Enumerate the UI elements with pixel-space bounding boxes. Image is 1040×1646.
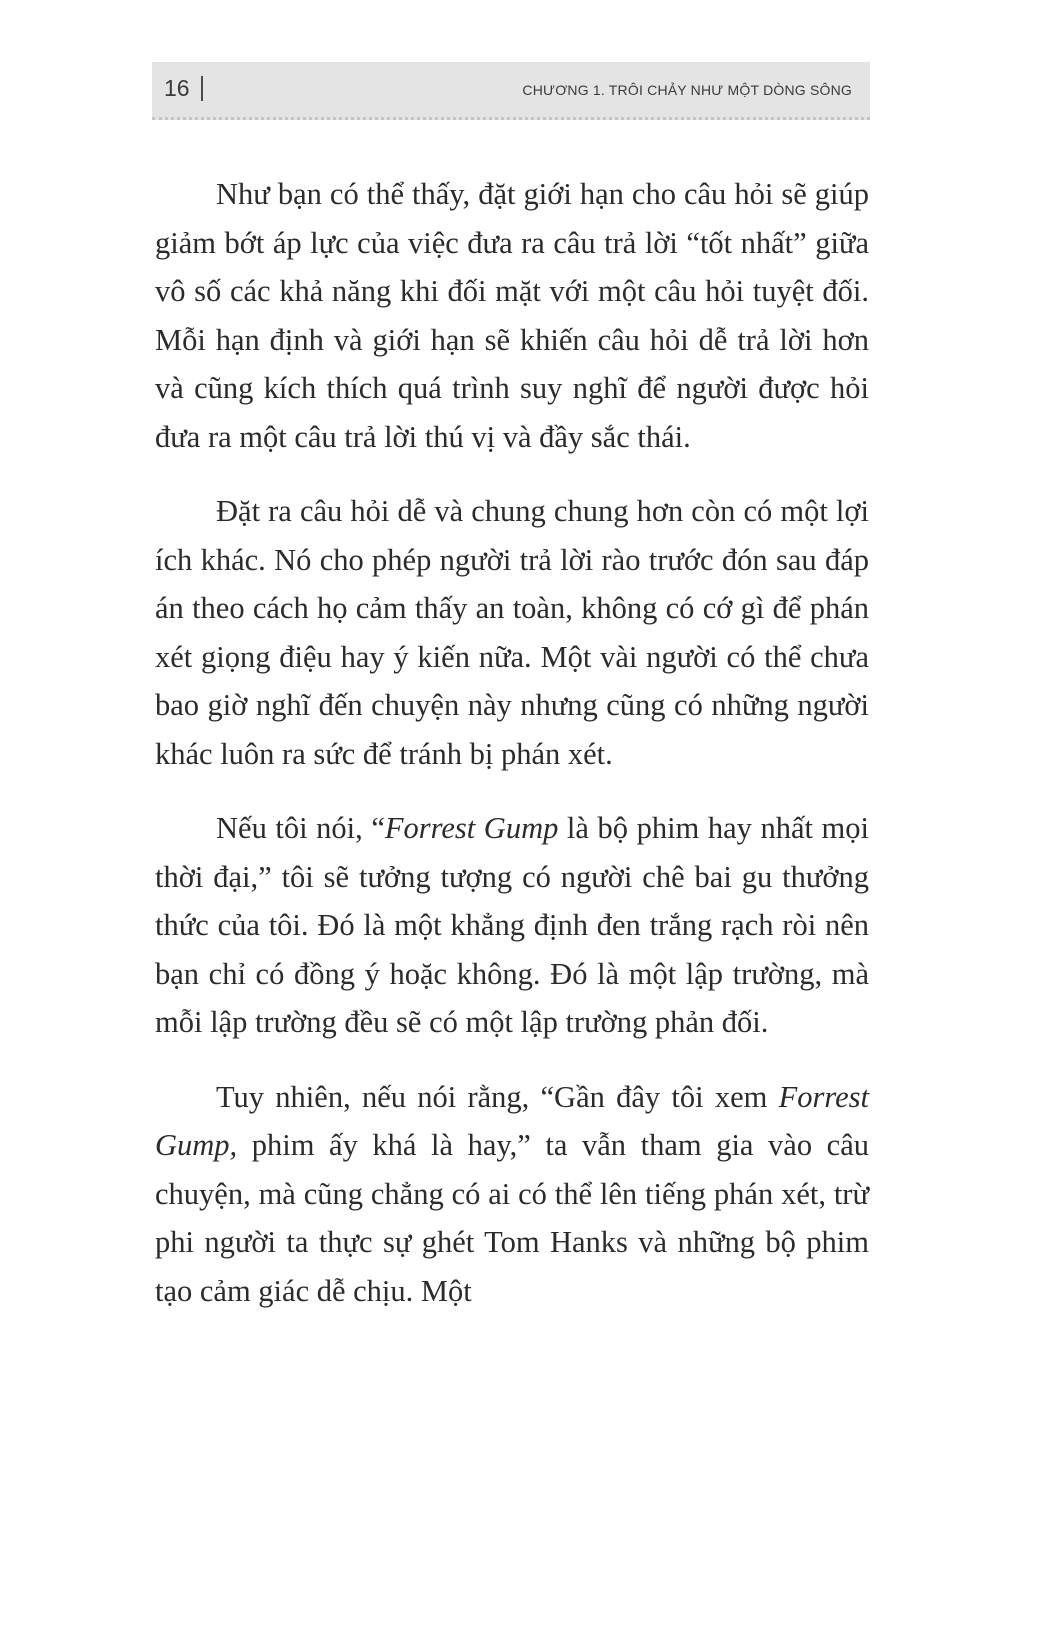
header-divider (201, 76, 203, 101)
chapter-title: CHƯƠNG 1. TRÔI CHẢY NHƯ MỘT DÒNG SÔNG (522, 82, 852, 98)
paragraph-4-text-start: Tuy nhiên, nếu nói rằng, “Gần đây tôi xem (216, 1079, 779, 1114)
running-header (152, 62, 870, 120)
movie-title-italic: Forrest Gump (384, 811, 559, 845)
movie-title-italic: Forrest Gump, (155, 1079, 869, 1162)
paragraph-2: Đặt ra câu hỏi dễ và chung chung hơn còn có một lợi ích khác. Nó cho phép người trả lời rào trước đón sau đáp án theo cách họ cảm thấy an toàn, không có cớ gì để phán xét giọng điệu hay ý kiến nữa. Một vài người có thể chưa bao giờ nghĩ đến chuyện này nhưng cũng có những người khác luôn ra sức để tránh bị phán xét. (155, 494, 869, 771)
page-number: 16 (164, 75, 190, 101)
paragraph-4 (155, 1073, 869, 1316)
paragraph-3-text-end: là bộ phim hay nhất mọi thời đại,” tôi sẽ tưởng tượng có người chê bai gu thưởng thức của tôi. Đó là một khẳng định đen trắng rạch ròi nên bạn chỉ có đồng ý hoặc không. Đó là một lập trường, mà mỗi lập trường đều sẽ có một lập trường phản đối. (155, 811, 869, 1039)
paragraph-1: Như bạn có thể thấy, đặt giới hạn cho câu hỏi sẽ giúp giảm bớt áp lực của việc đưa ra câu trả lời “tốt nhất” giữa vô số các khả năng khi đối mặt với một câu hỏi tuyệt đối. Mỗi hạn định và giới hạn sẽ khiến câu hỏi dễ trả lời hơn và cũng kích thích quá trình suy nghĩ để người được hỏi đưa ra một câu trả lời thú vị và đầy sắc thái. (155, 177, 869, 454)
paragraph-3-text-start: Nếu tôi nói, “ (216, 811, 385, 845)
paragraph-4-text-end: phim ấy khá là hay,” ta vẫn tham gia vào câu chuyện, mà cũng chẳng có ai có thể lên tiếng phán xét, trừ phi người ta thực sự ghét Tom Hanks và những bộ phim tạo cảm giác dễ chịu. Một (155, 1128, 869, 1308)
body-text (155, 170, 869, 1341)
paragraph-3 (155, 804, 869, 1047)
